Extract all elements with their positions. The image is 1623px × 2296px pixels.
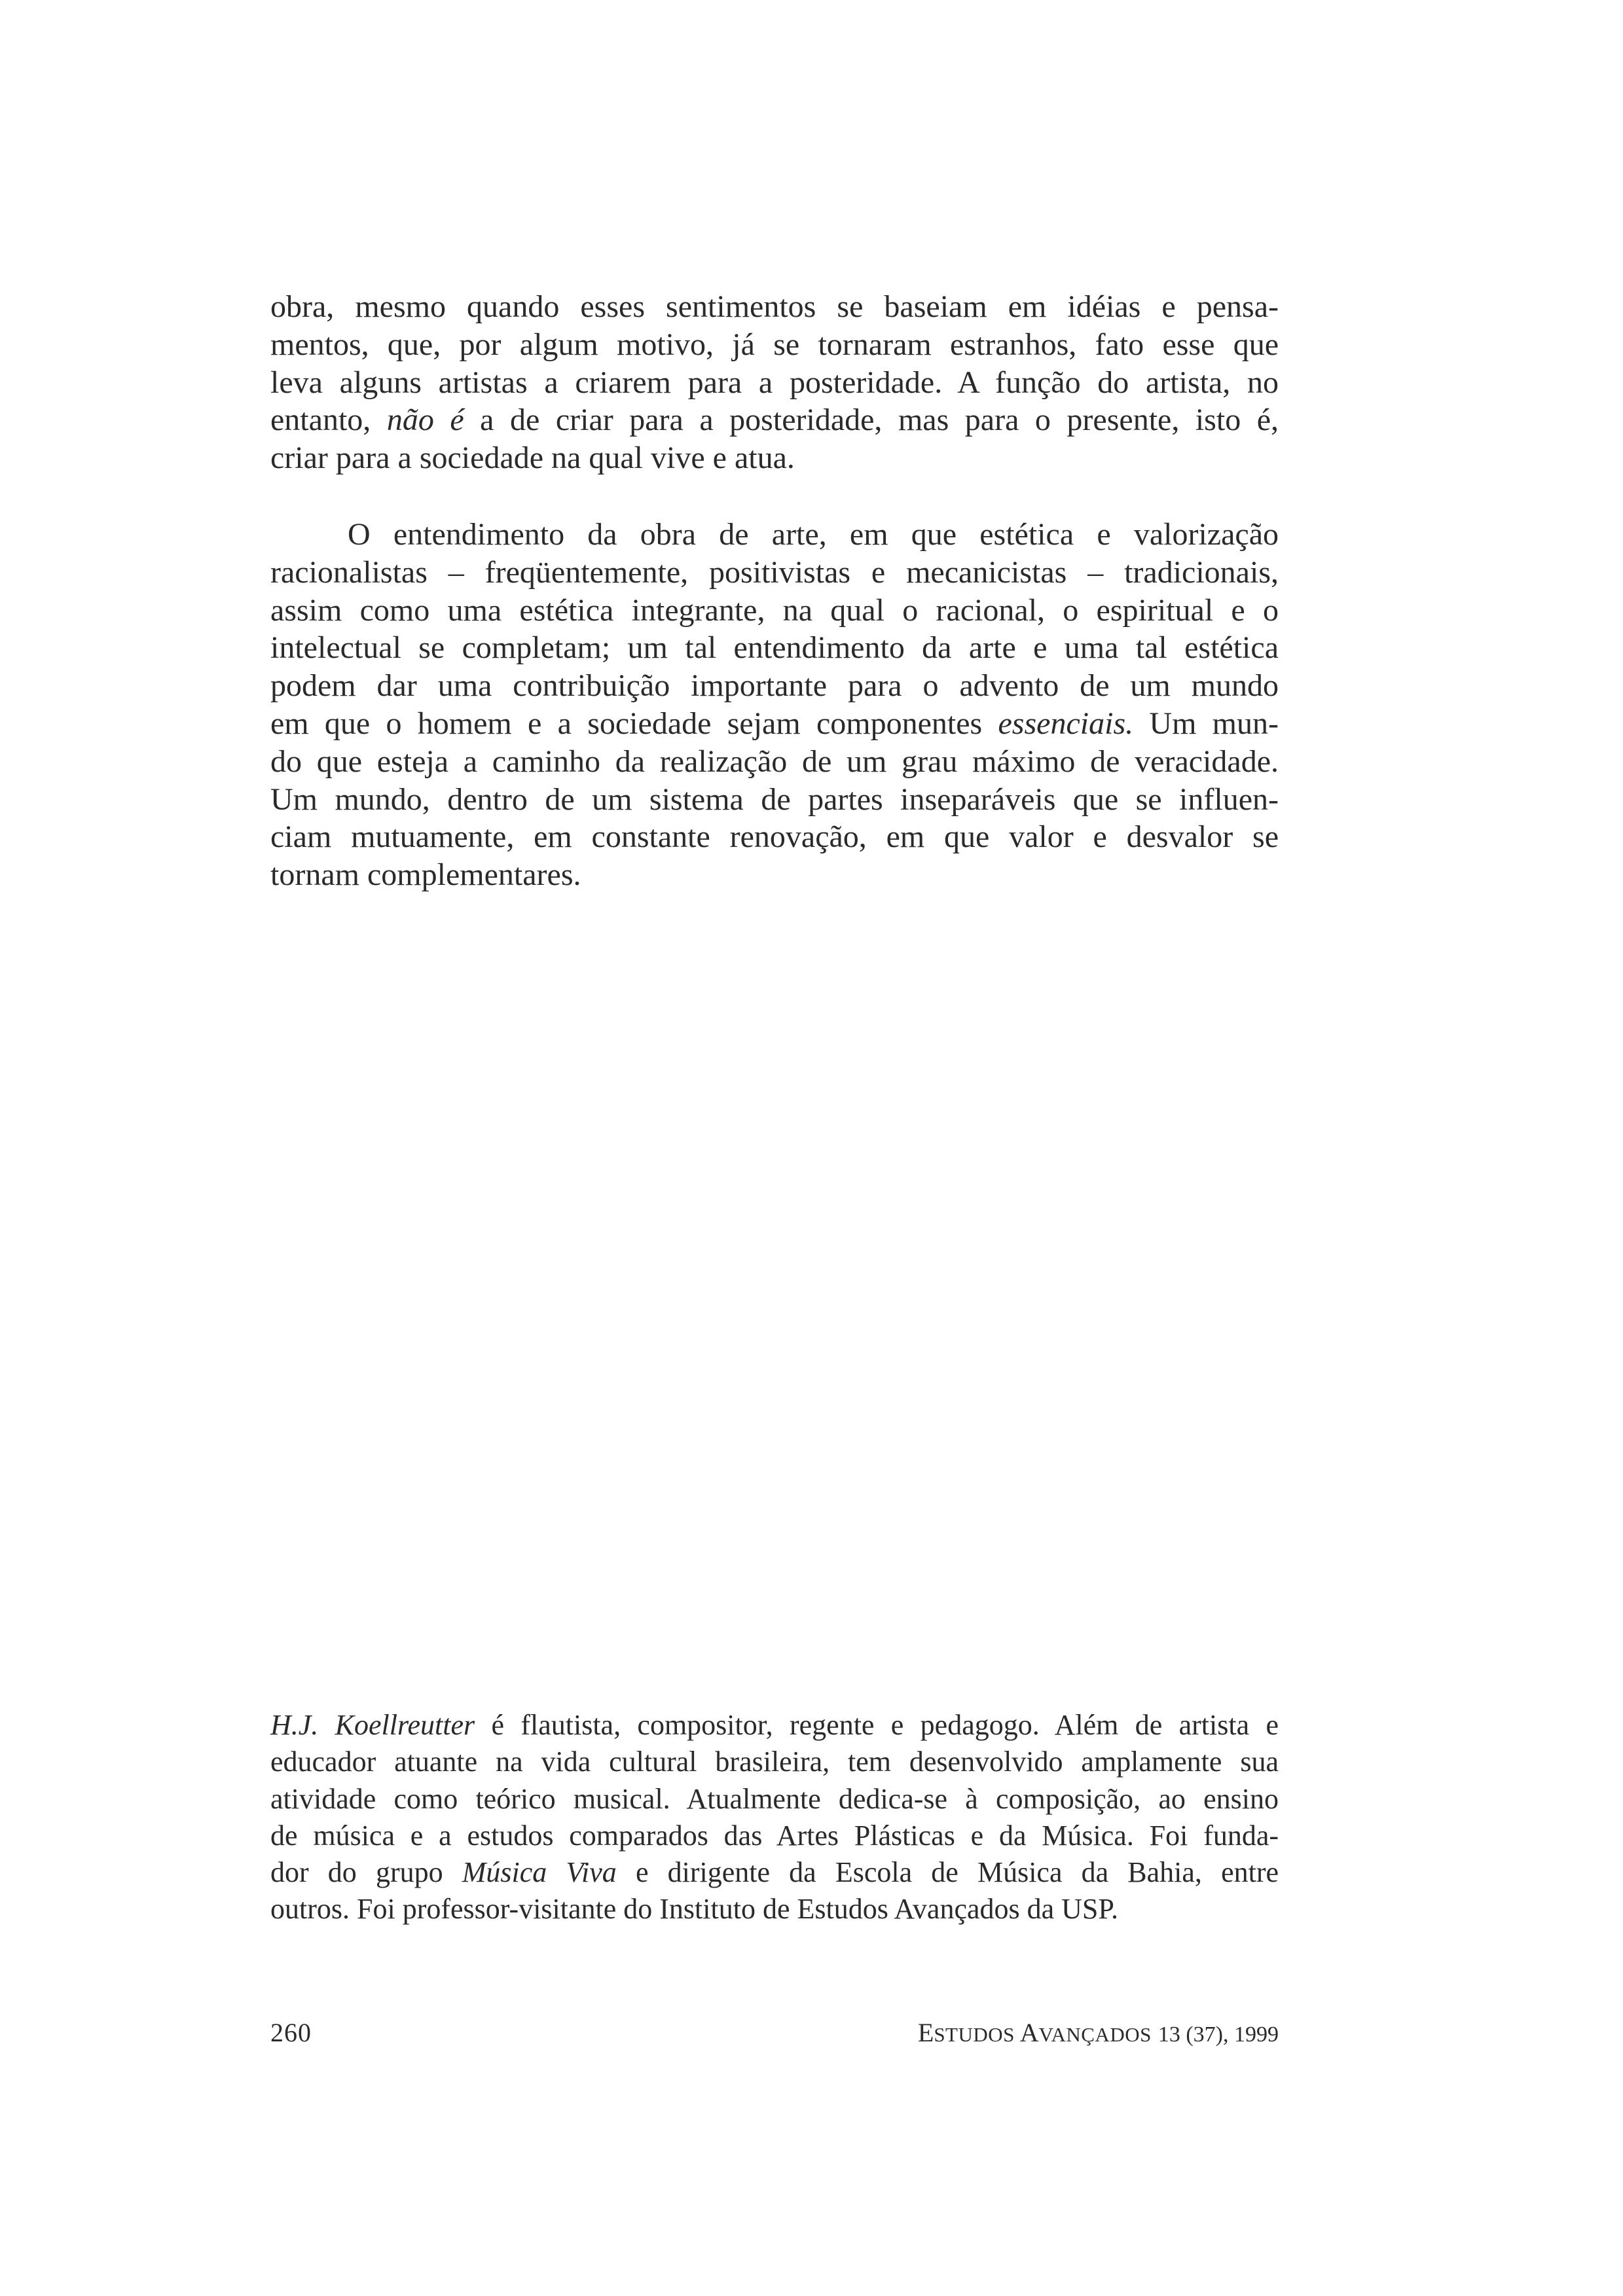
text-segment: é flautista, compositor, regente e pedagogo. Além de artista e (491, 1709, 1279, 1741)
text-line: obra, mesmo quando esses sentimentos se baseiam em idéias e pensa- (270, 289, 1279, 324)
smallcaps-initial: E (917, 2018, 934, 2047)
text-segment: Um mun- (1149, 706, 1279, 741)
smallcaps-rest: VANÇADOS (1038, 2023, 1152, 2046)
text-line: do que esteja a caminho da realização de um grau máximo de veracidade. (270, 744, 1279, 779)
bio-line: atividade como teórico musical. Atualmente dedica-se à composição, ao ensino (270, 1782, 1279, 1815)
text-segment: dor do grupo (270, 1856, 443, 1889)
smallcaps-initial: A (1019, 2018, 1039, 2047)
running-footer-journal (918, 2017, 1279, 2051)
text-segment: e dirigente da Escola de Música da Bahia, entre (635, 1856, 1279, 1889)
text-line: criar para a sociedade na qual vive e atua. (270, 440, 795, 476)
text-line: Um mundo, dentro de um sistema de partes inseparáveis que se influen- (270, 781, 1279, 817)
text-segment: entanto, (270, 403, 371, 438)
emphasis-text: essenciais. (998, 706, 1134, 741)
text-line: podem dar uma contribuição importante para o advento de um mundo (270, 668, 1279, 704)
text-line: ciam mutuamente, em constante renovação, em que valor e desvalor se (270, 819, 1279, 855)
emphasis-text: Música Viva (462, 1856, 617, 1889)
text-line (270, 705, 1279, 743)
bio-line (270, 1854, 1279, 1891)
text-line: mentos, que, por algum motivo, já se tornaram estranhos, fato esse que (270, 327, 1279, 362)
author-name: H.J. Koellreutter (270, 1709, 475, 1741)
text-line: O entendimento da obra de arte, em que estética e valorização (348, 517, 1279, 552)
text-line: leva alguns artistas a criarem para a posteridade. A função do artista, no (270, 365, 1279, 400)
text-line: racionalistas – freqüentemente, positivistas e mecanicistas – tradicionais, (270, 554, 1279, 590)
bio-line: de música e a estudos comparados das Artes Plásticas e da Música. Foi funda- (270, 1819, 1279, 1852)
issue-info: 13 (37), 1999 (1158, 2022, 1279, 2047)
body-paragraph-1 (270, 288, 1279, 477)
page-number: 260 (270, 2018, 312, 2047)
text-segment: a de criar para a posteridade, mas para o presente, isto é, (480, 403, 1279, 438)
text-line: tornam complementares. (270, 857, 581, 893)
smallcaps-rest: STUDOS (934, 2023, 1015, 2046)
body-paragraph-2 (270, 516, 1279, 894)
text-line (270, 401, 1279, 439)
text-line: assim como uma estética integrante, na qual o racional, o espiritual e o (270, 592, 1279, 628)
text-line: intelectual se completam; um tal entendimento da arte e uma tal estética (270, 630, 1279, 666)
bio-line: outros. Foi professor-visitante do Instituto de Estudos Avançados da USP. (270, 1893, 1118, 1926)
emphasis-text: não é (386, 403, 464, 438)
bio-line: educador atuante na vida cultural brasileira, tem desenvolvido amplamente sua (270, 1746, 1279, 1778)
text-segment: em que o homem e a sociedade sejam componentes (270, 706, 983, 741)
bio-line (270, 1707, 1279, 1744)
author-bio (270, 1707, 1279, 1928)
